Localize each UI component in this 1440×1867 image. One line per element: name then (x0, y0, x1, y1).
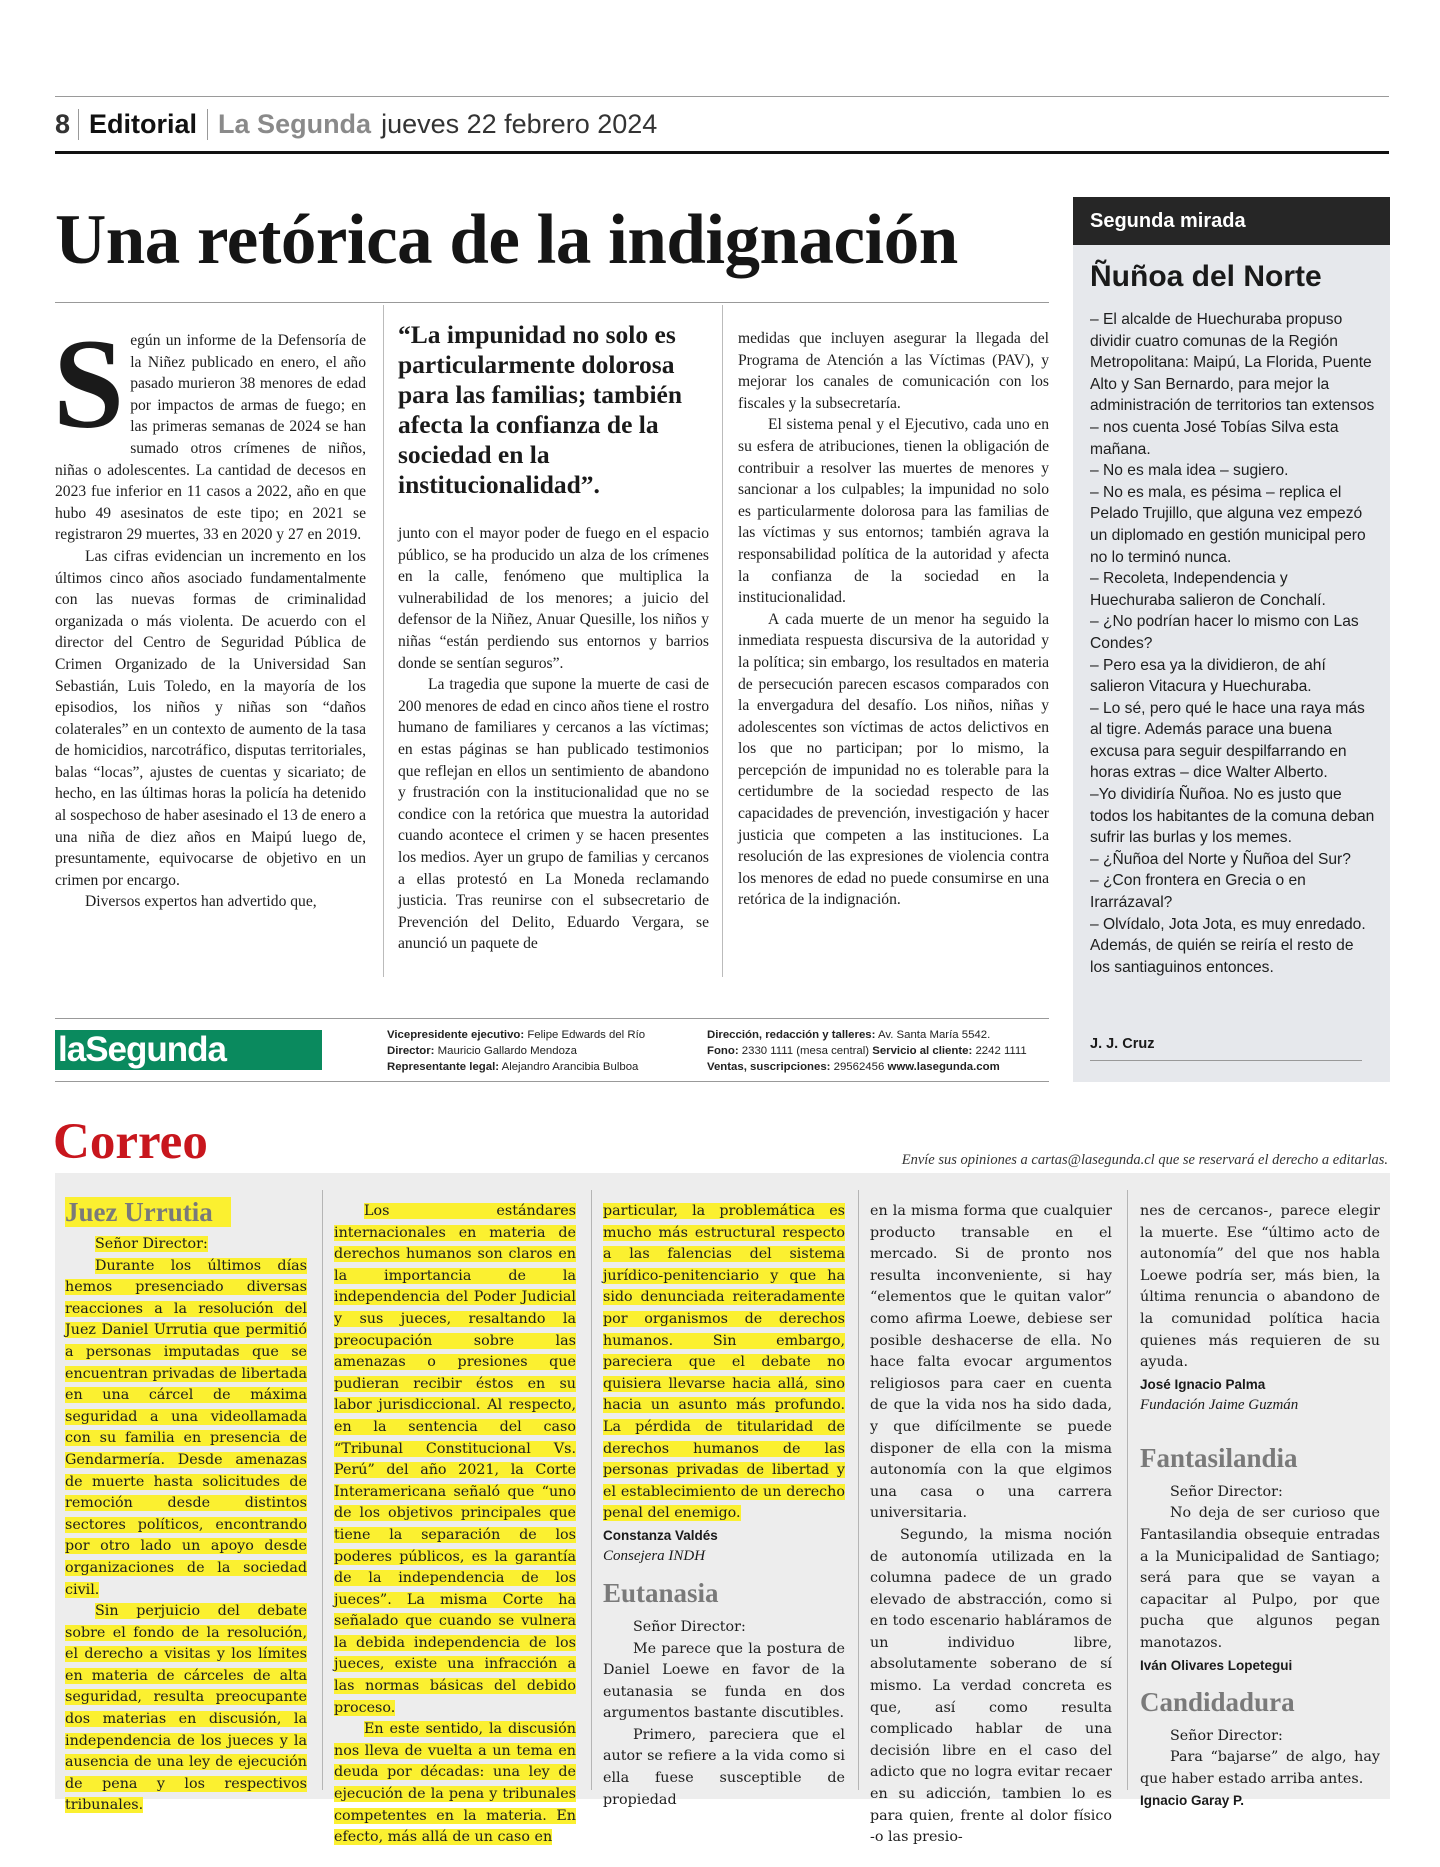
correo-column-1 (65, 1196, 307, 1817)
dialogue-line: – ¿Con frontera en Grecia o en Irarrázaval? (1090, 872, 1306, 912)
header-top-rule (55, 96, 1389, 97)
editorial-paragraph: La tragedia que supone la muerte de casi de 200 menores de edad en cinco años tiene el rostro humano de familiares y cercanos a las víctimas; en estas páginas se han publicado testimonios que reflejan en ellos un sentimiento de abandono y frustración con la institucionalidad que no se condice con la retórica que muestra la autoridad cuando acontece el crimen y se hacen presentes los medios. Ayer un grupo de familias y cercanos a ellas protestó en La Moneda reclamando justicia. Tras reunirse con el subsecretario de Prevención del Delito, Eduardo Vergara, se anunció un paquete de (398, 676, 709, 953)
correo-column-5 (1140, 1201, 1380, 1811)
dialogue-line: – Pero esa ya la dividieron, de ahí salieron Vitacura y Huechuraba. (1090, 656, 1326, 696)
dialogue-line: – El alcalde de Huechuraba propuso dividir cuatro comunas de la Región Metropolitana: Maipú, La Florida, Puente Alto y San Bernardo, para mejor la administración de territorios tan extensos – nos cuenta José Tobías Silva esta mañana. (1090, 311, 1375, 458)
column-divider (383, 305, 384, 977)
editorial-paragraph: Diversos expertos han advertido que, (85, 893, 317, 911)
letter-paragraph: Primero, pareciera que el autor se refiere a la vida como si ella fuese susceptible de propiedad (603, 1726, 845, 1808)
dialogue-line: –Yo dividiría Ñuñoa. No es justo que todos los habitantes de la comuna deban sufrir las burlas y los memes. (1090, 786, 1375, 847)
letter-title: Juez Urrutia (65, 1196, 307, 1228)
masthead-top-rule (55, 1018, 1049, 1019)
letter-paragraph: Durante los últimos días hemos presenciado diversas reacciones a la resolución del Juez Daniel Urrutia que permitió a personas imputadas que se encuentran privadas de libertada en una cárcel de máxima seguridad a una videollamada con su familia en presencia de Gendarmería. Desde amenazas de muerte hasta solicitudes de remoción desde distintos sectores políticos, encontrando por otro lado un apoyo desde organizaciones de la sociedad civil. (65, 1257, 307, 1598)
letter-paragraph: Segundo, la misma noción de autonomía utilizada en la columna padece de un grado elevado de abstracción, como si en todo escenario habláramos de un individuo libre, absolutamente soberano de sí mismo. La verdad concreta es que, así como resulta complicado hablar de una decisión libre en el caso del adicto que no logra evitar recaer en su adicción, tambien lo es para quien, frente al dolor físico -o las presio- (870, 1526, 1112, 1846)
letter-signature: Constanza Valdés (603, 1527, 718, 1543)
dialogue-line: – ¿Ñuñoa del Norte y Ñuñoa del Sur? (1090, 850, 1351, 868)
letter-signature: Iván Olivares Lopetegui (1140, 1657, 1293, 1673)
masthead-line: Vicepresidente ejecutivo: Felipe Edwards del Río (387, 1029, 646, 1041)
correo-column-4 (870, 1201, 1112, 1849)
letter-affiliation: Fundación Jaime Guzmán (1140, 1396, 1299, 1413)
column-divider (591, 1190, 592, 1790)
issue-date: jueves 22 febrero 2024 (381, 108, 658, 139)
letter-paragraph: particular, la problemática es mucho más estructural respecto a las falencias del sistema jurídico-penitenciario y que ha sido denunciada reiteradamente por organismos de derechos humanos. Sin embargo, pareciera que el debate no quisiera llevarse hacia allá, sino hacia un asunto más profundo. La pérdida de titularidad de derechos humanos de las personas privadas de libertad y el establecimiento de un derecho penal del enemigo. (603, 1203, 845, 1522)
header-bottom-rule (55, 151, 1389, 154)
dialogue-line: – ¿No podrían hacer lo mismo con Las Condes? (1090, 613, 1359, 652)
correo-column-2 (334, 1201, 576, 1849)
dialogue-line: – No es mala, es pésima – replica el Pelado Trujillo, que alguna vez empezó un diplomado en gestión municipal pero no lo terminó nunca. (1090, 483, 1366, 566)
letter-paragraph: En este sentido, la discusión nos lleva de vuelta a un tema en deuda por décadas: una ley de ejecución de la pena y tribunales competentes en la materia. En efecto, más allá de un caso en (334, 1721, 576, 1846)
pull-quote: “La impunidad no solo es particularmente dolorosa para las familias; también afecta la confianza de la sociedad en la institucionalidad”. (398, 320, 683, 499)
drop-cap: S (53, 313, 125, 455)
paper-name: La Segunda (218, 108, 372, 139)
editorial-paragraph: El sistema penal y el Ejecutivo, cada uno en su esfera de atribuciones, tienen la obligación de contribuir a resolver las muertes de menores y sancionar a los culpables; la impunidad no solo es particularmente dolorosa para las familias de las víctimas y sus entornos; también agrava la responsabilidad política de la autoridad y afecta la confianza de la sociedad en la institucionalidad. (738, 416, 1049, 607)
masthead-line: Ventas, suscripciones: 29562456 www.lasegunda.com (707, 1061, 1000, 1073)
letter-paragraph: Sin perjuicio del debate sobre el fondo de la resolución, el derecho a visitas y los límites en materia de cárceles de alta seguridad, resulta preocupante dos materias en discusión, la independencia de los jueces y la ausencia de una ley de ejecución de pena y los respectivos tribunales. (65, 1603, 307, 1814)
letter-affiliation: Consejera INDH (603, 1547, 706, 1564)
correo-submission-note: Envíe sus opiniones a cartas@lasegunda.cl que se reservará el derecho a editarlas. (901, 1152, 1388, 1168)
dialogue-line: – Lo sé, pero qué le hace una raya más al tigre. Además parace una buena excusa para seguir despilfarrando en horas extras – dice Walter Alberto. (1090, 699, 1365, 782)
masthead-bottom-rule (55, 1081, 1049, 1082)
editorial-paragraph: A cada muerte de un menor ha seguido la inmediata respuesta discursiva de la autoridad y la política; sin embargo, los resultados en materia de persecución parecen escasos comparados con la envergadura del desafío. Los niños, niñas y adolescentes son víctimas de actos delictivos en los que no participan; por lo mismo, la percepción de impunidad no es tolerable para la certidumbre de la sociedad respecto de las capacidades de prevención, investigación y hacer justicia que competen a las instituciones. La resolución de las expresiones de violencia contra los menores de edad no puede consumirse en una retórica de la indignación. (738, 610, 1049, 909)
letter-title: Fantasilandia (1140, 1442, 1298, 1473)
letter-signature: José Ignacio Palma (1140, 1376, 1266, 1392)
column-divider (722, 305, 723, 977)
letter-paragraph: Para “bajarse” de algo, hay que haber estado arriba antes. (1140, 1749, 1380, 1787)
masthead-staff (387, 1027, 707, 1075)
masthead-line: Director: Mauricio Gallardo Mendoza (387, 1045, 577, 1057)
letter-salutation: Señor Director: (1170, 1483, 1283, 1500)
masthead-logo: laSegunda (55, 1030, 322, 1070)
masthead-line: Fono: 2330 1111 (mesa central) Servicio al cliente: 2242 1111 (707, 1045, 1027, 1057)
letter-paragraph: en la misma forma que cualquier producto transable en el mercado. Si de pronto nos resulta inconveniente, si hay “elementos que le quitan valor” como afirma Loewe, debiese ser posible deshacerse de ella. No hace falta evocar argumentos religiosos para caer en cuenta de que la vida nos ha sido dada, y que difícilmente se puede disponer de ella con la misma autonomía con la que elgimos una casa o una carrera universitaria. (870, 1203, 1112, 1522)
editorial-paragraph: Según un informe de la Defensoría de la Niñez publicado en enero, el año pasado murieron 38 menores de edad por impactos de armas de fuego; en las primeras semanas de 2024 se han sumado otros crímenes de niños, niñas o adolescentes. La cantidad de decesos en 2023 fue inferior en 11 casos a 2022, año en que hubo 49 asesinatos de este tipo; en 2021 se registraron 29 muertes, 33 en 2020 y 27 en 2019. (53, 313, 366, 544)
column-divider (322, 1190, 323, 1790)
letter-signature: Ignacio Garay P. (1140, 1793, 1245, 1809)
editorial-headline: Una retórica de la indignación (55, 201, 958, 279)
dialogue-line: – Olvídalo, Jota Jota, es muy enredado. Además, de quién se reiría el resto de los santiaguinos entonces. (1090, 915, 1366, 976)
sidebar-tag: Segunda mirada (1073, 197, 1390, 245)
editorial-paragraph: medidas que incluyen asegurar la llegada del Programa de Atención a las Víctimas (PAV), y mejorar los canales de comunicación con los fiscales y la subsecretaría. (738, 330, 1049, 412)
section-name: Editorial (89, 109, 208, 140)
masthead-contact (707, 1027, 1047, 1075)
letter-paragraph: Me parece que la postura de Daniel Loewe en favor de la eutanasia se funda en dos argumentos bastante discutibles. (603, 1640, 845, 1722)
dialogue-line: – Recoleta, Independencia y Huechuraba salieron de Conchalí. (1090, 570, 1326, 609)
column-divider (1127, 1190, 1128, 1790)
column-divider (858, 1190, 859, 1790)
masthead-line: Dirección, redacción y talleres: Av. Santa María 5542. (707, 1029, 991, 1041)
dialogue-line: – No es mala idea – sugiero. (1090, 462, 1289, 480)
editorial-column-1 (53, 313, 366, 913)
letter-salutation: Señor Director: (95, 1236, 208, 1252)
correo-column-3 (603, 1201, 845, 1811)
letter-paragraph: nes de cercanos-, parece elegir la muerte. Ese “último acto de autonomía” del que nos habla Loewe podría ser, más bien, la última renuncia o abandono de la comunidad política hacia quienes más requieren de su ayuda. (1140, 1203, 1380, 1371)
page-header (55, 98, 1389, 150)
editorial-column-2 (398, 523, 709, 955)
sidebar-title: Ñuñoa del Norte (1090, 260, 1322, 293)
letter-title: Candidadura (1140, 1686, 1295, 1717)
editorial-paragraph: Las cifras evidencian un incremento en los últimos cinco años asociado fundamentalmente con las nuevas formas de criminalidad organizada o más violenta. De acuerdo con el director del Centro de Seguridad Pública de Crimen Organizado de la Universidad San Sebastián, Luis Toledo, en la mayoría de los episodios, los niños y niñas son “daños colaterales” en un contexto de aumento de la tasa de homicidios, narcotráfico, disputas territoriales, balas “locas”, ajustes de cuentas y sicariato; de hecho, en las últimas horas la policía ha detenido al sospechoso de haber asesinado el 13 de enero a una niña de diez años en Maipú luego de, presuntamente, equivocarse de objetivo en un crimen por encargo. (55, 547, 366, 889)
masthead-line: Representante legal: Alejandro Arancibia Bulboa (387, 1061, 639, 1073)
letter-salutation: Señor Director: (1170, 1727, 1283, 1744)
letter-salutation: Señor Director: (633, 1618, 746, 1635)
letter-paragraph: Los estándares internacionales en materia de derechos humanos son claros en la importancia de la independencia del Poder Judicial y sus jueces, resaltando la preocupación sobre las amenazas o presiones que pudieran recibir éstos en su labor jurisdiccional. Al respecto, en la sentencia del caso “Tribunal Constitucional Vs. Perú” del año 2021, la Corte Interamericana señaló que “uno de los objetivos principales que tiene la separación de los poderes públicos, es la garantía de la independencia de los jueces”. La misma Corte ha señalado que cuando se vulnera la debida independencia de los jueces, existe una infracción a las normas básicas del debido proceso. (334, 1203, 576, 1716)
editorial-paragraph: junto con el mayor poder de fuego en el espacio público, se ha producido un alza de los crímenes en la calle, fenómeno que multiplica la vulnerabilidad de los menores; a juicio del defensor de la Niñez, Anuar Quesille, los niños y niñas “están perdiendo sus entornos y barrios donde se sentían seguros”. (398, 525, 709, 672)
editorial-column-3 (738, 328, 1049, 911)
correo-section-title: Correo (53, 1114, 208, 1170)
sidebar-signature: J. J. Cruz (1090, 1034, 1362, 1061)
website-link[interactable]: www.lasegunda.com (887, 1061, 1000, 1073)
letter-paragraph: No deja de ser curioso que Fantasilandia obsequie entradas a la Municipalidad de Santiago; será para que se vayan a capacitar al Pulpo, por que pucha que algunos pegan manotazos. (1140, 1505, 1380, 1651)
page-number: 8 (55, 109, 79, 140)
sidebar-body (1090, 309, 1375, 978)
headline-rule (55, 302, 1049, 303)
letter-title: Eutanasia (603, 1577, 719, 1608)
